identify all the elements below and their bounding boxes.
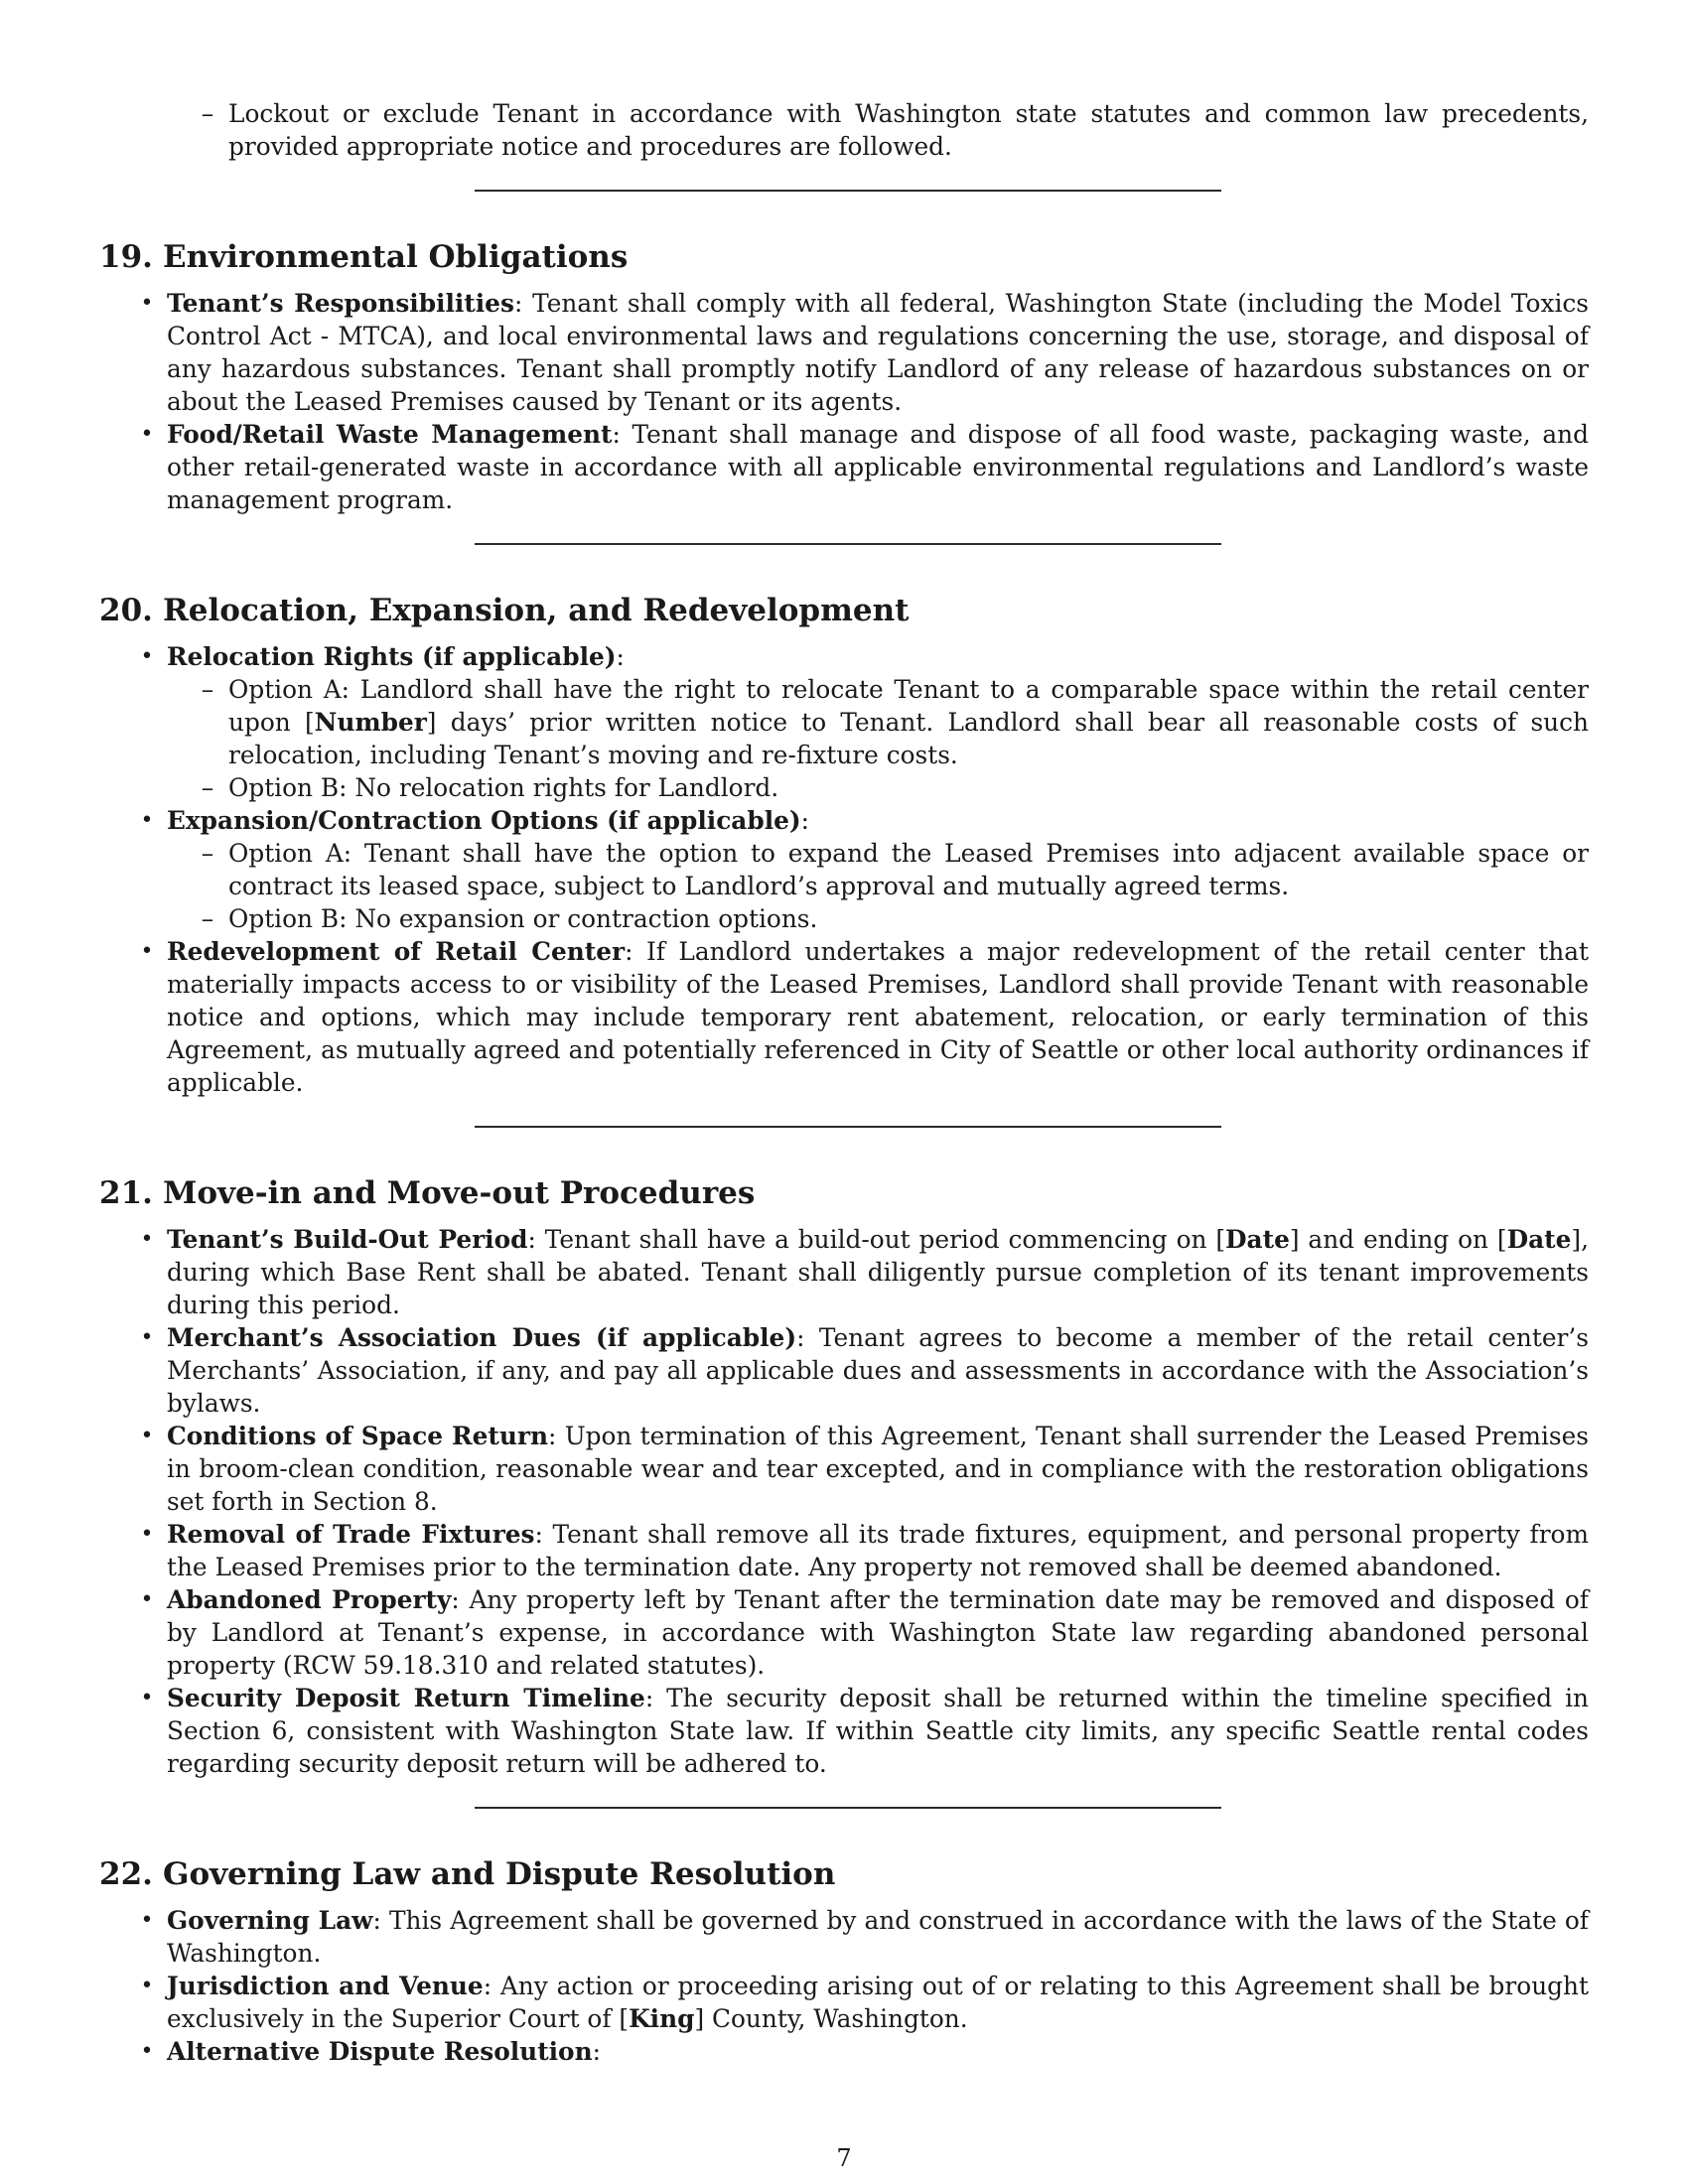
sub-list-item: – Option A: Landlord shall have the right to relocate Tenant to a comparable space within the retail center upon [Number] days’ prior written notice to Tenant. Landlord shall bear all reasonable costs of such relocation, including Tenant’s moving and re-fixture costs. [99, 673, 1589, 771]
bullet-marker: • [140, 1908, 154, 1933]
section-heading-19: 19. Environmental Obligations [99, 239, 629, 275]
section-21-list [99, 1223, 1589, 1780]
list-item: • Merchant’s Association Dues (if applicable): Tenant agrees to become a member of the retail center’s Merchants’ Association, if any, and pay all applicable dues and assessments in accordance with the Association’s bylaws. [99, 1321, 1589, 1420]
section-divider [475, 543, 1221, 545]
bullet-marker: • [140, 2039, 154, 2064]
list-item: • Removal of Trade Fixtures: Tenant shall remove all its trade fixtures, equipment, and personal property from the Leased Premises prior to the termination date. Any property not removed shall be deemed abandoned. [99, 1518, 1589, 1583]
list-item: • Abandoned Property: Any property left by Tenant after the termination date may be removed and disposed of by Landlord at Tenant’s expense, in accordance with Washington State law regarding abandoned personal property (RCW 59.18.310 and related statutes). [99, 1583, 1589, 1682]
bullet-marker: • [140, 808, 154, 833]
list-item: • Tenant’s Build-Out Period: Tenant shall have a build-out period commencing on [Date] and ending on [Date], during which Base Rent shall be abated. Tenant shall diligently pursue completion of its tenant improvements during this period. [99, 1223, 1589, 1321]
bullet-marker: • [140, 1227, 154, 1252]
list-item: • Tenant’s Responsibilities: Tenant shall comply with all federal, Washington State (including the Model Toxics Control Act - MTCA), and local environmental laws and regulations concerning the use, storage, and disposal of any hazardous substances. Tenant shall promptly notify Landlord of any release of hazardous substances on or about the Leased Premises caused by Tenant or its agents. [99, 287, 1589, 418]
list-item: • Jurisdiction and Venue: Any action or proceeding arising out of or relating to this Agreement shall be brought exclusively in the Superior Court of [King] County, Washington. [99, 1970, 1589, 2035]
bullet-marker: • [140, 1686, 154, 1710]
section-heading-20: 20. Relocation, Expansion, and Redevelopment [99, 593, 910, 628]
bullet-marker: • [140, 1522, 154, 1547]
list-item: • Governing Law: This Agreement shall be governed by and construed in accordance with the laws of the State of Washington. [99, 1904, 1589, 1970]
bullet-marker: • [140, 1325, 154, 1350]
dash-marker: – [201, 675, 214, 704]
list-item: • Expansion/Contraction Options (if applicable): [99, 804, 1589, 837]
list-item: • Relocation Rights (if applicable): [99, 640, 1589, 673]
list-item: • Conditions of Space Return: Upon termination of this Agreement, Tenant shall surrender the Leased Premises in broom-clean condition, reasonable wear and tear excepted, and in compliance with the restoration obligations set forth in Section 8. [99, 1420, 1589, 1518]
list-item: • Alternative Dispute Resolution: [99, 2035, 1589, 2068]
list-item: • Food/Retail Waste Management: Tenant shall manage and dispose of all food waste, packaging waste, and other retail-generated waste in accordance with all applicable environmental regulations and Landlord’s waste management program. [99, 418, 1589, 516]
list-item: • Redevelopment of Retail Center: If Landlord undertakes a major redevelopment of the retail center that materially impacts access to or visibility of the Leased Premises, Landlord shall provide Tenant with reasonable notice and options, which may include temporary rent abatement, relocation, or early termination of this Agreement, as mutually agreed and potentially referenced in City of Seattle or other local authority ordinances if applicable. [99, 935, 1589, 1099]
dash-marker: – [201, 773, 214, 802]
dash-marker: – [201, 99, 214, 128]
dash-marker: – [201, 904, 214, 933]
list-item: • Security Deposit Return Timeline: The security deposit shall be returned within the timeline specified in Section 6, consistent with Washington State law. If within Seattle city limits, any specific Seattle rental codes regarding security deposit return will be adhered to. [99, 1682, 1589, 1780]
section-divider [475, 1807, 1221, 1809]
section-heading-21: 21. Move-in and Move-out Procedures [99, 1175, 756, 1211]
section-divider [475, 190, 1221, 192]
bullet-marker: • [140, 1424, 154, 1448]
bullet-marker: • [140, 1587, 154, 1612]
sub-list-item: – Option A: Tenant shall have the option to expand the Leased Premises into adjacent available space or contract its leased space, subject to Landlord’s approval and mutually agreed terms. [99, 837, 1589, 902]
section-heading-22: 22. Governing Law and Dispute Resolution [99, 1856, 836, 1892]
section-divider [475, 1126, 1221, 1128]
bullet-marker: • [140, 644, 154, 669]
bullet-marker: • [140, 939, 154, 964]
dash-marker: – [201, 839, 214, 868]
bullet-marker: • [140, 422, 154, 447]
bullet-marker: • [140, 1974, 154, 1998]
sub-list-item: – Option B: No expansion or contraction options. [99, 902, 1589, 935]
sub-list-item: – Option B: No relocation rights for Landlord. [99, 771, 1589, 804]
bullet-marker: • [140, 291, 154, 316]
section-20-list [99, 640, 1589, 1099]
section-22-list [99, 1904, 1589, 2068]
page-number: 7 [836, 2144, 852, 2172]
section-19-list [99, 287, 1589, 516]
sub-list-item: – Lockout or exclude Tenant in accordance with Washington state statutes and common law precedents, provided appropriate notice and procedures are followed. [99, 97, 1589, 163]
document-page [99, 97, 1589, 2068]
